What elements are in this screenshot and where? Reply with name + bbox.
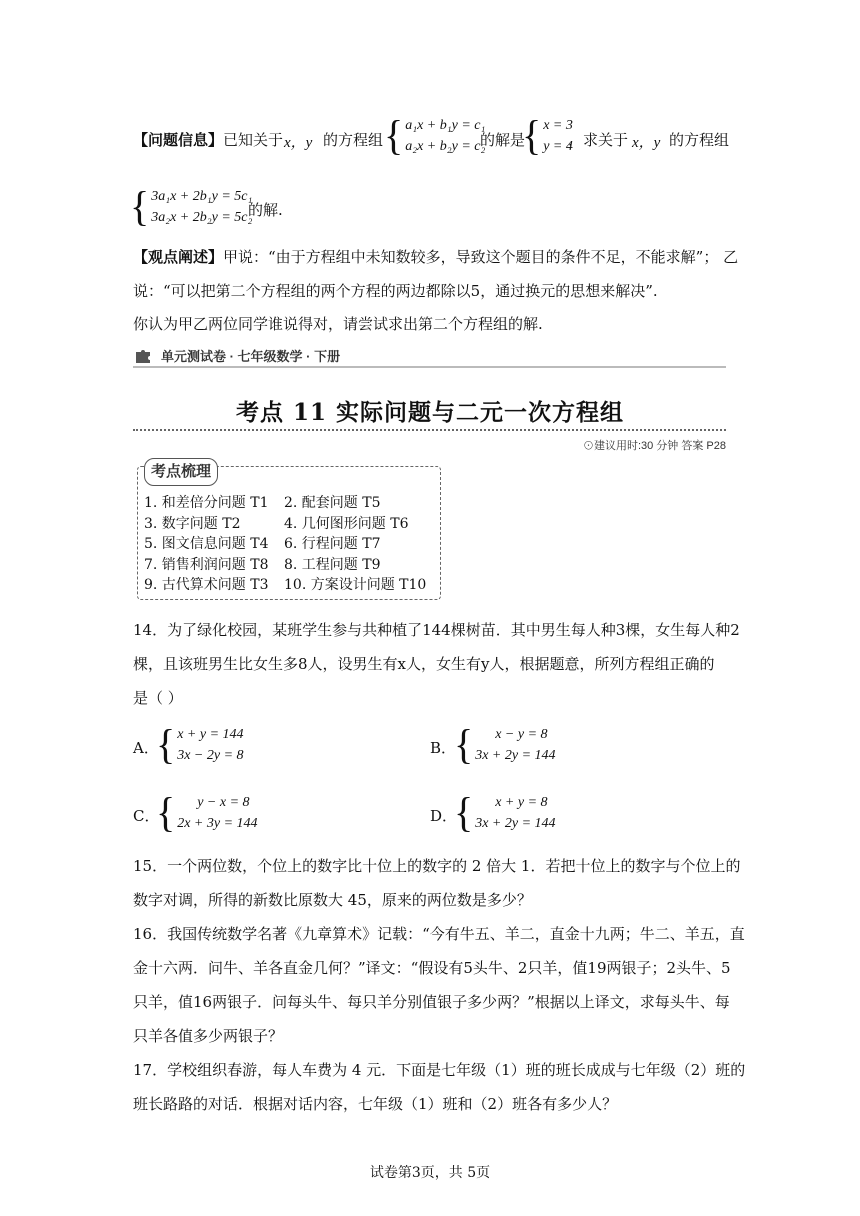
- viewpoint-line3: 你认为甲乙两位同学谁说得对，请尝试求出第二个方程组的解.: [133, 315, 543, 333]
- viewpoint-text1: 甲说：“由于方程组中未知数较多，导致这个题目的条件不足，不能求解”； 乙: [223, 248, 739, 266]
- q16-line1: 16．我国传统数学名著《九章算术》记载：“今有牛五、羊二，直金十九两；牛二、羊五，直: [133, 925, 745, 943]
- system1-eq1: a₁x + b₁y = c₁: [405, 118, 486, 133]
- list-item: 9. 古代算术问题 T3 10. 方案设计问题 T10: [144, 577, 427, 593]
- option-a-label[interactable]: A．: [133, 739, 159, 757]
- solution-x: x = 3: [543, 118, 573, 133]
- vars2: x，y: [632, 135, 661, 151]
- q15-line2: 数字对调，所得的新数比原数大 45，原来的两位数是多少？: [133, 891, 532, 909]
- option-d-eq1: x + y = 8: [495, 795, 548, 810]
- system2-eq2: 3a₂x + 2b₂y = 5c₂: [151, 210, 253, 225]
- option-b-eq2: 3x + 2y = 144: [475, 748, 556, 763]
- option-c-label[interactable]: C．: [133, 807, 160, 825]
- option-c-eq2: 2x + 3y = 144: [177, 816, 258, 831]
- problem-info-label: 【问题信息】: [133, 131, 224, 149]
- option-c-eq1: y − x = 8: [197, 795, 250, 810]
- brace-icon: {: [522, 111, 542, 160]
- title-dotted-divider: [133, 429, 726, 431]
- option-a-system[interactable]: [156, 720, 244, 769]
- option-d-label[interactable]: D．: [430, 807, 458, 825]
- q16-line2: 金十六两．问牛、羊各直金几何？”译文：“假设有5头牛、2只羊，值19两银子；2头牛、5: [133, 959, 731, 977]
- list-item: 5. 图文信息问题 T4 6. 行程问题 T7: [144, 536, 381, 552]
- knowledge-points-box: [137, 462, 441, 600]
- banner-divider: [133, 366, 726, 368]
- problem-info-text-c: 的解是: [480, 131, 526, 149]
- viewpoint-line1: [133, 247, 738, 267]
- q14-line2: 棵，且该班男生比女生多8人，设男生有x人，女生有y人，根据题意，所列方程组正确的: [133, 655, 715, 673]
- q17-line2: 班长路路的对话．根据对话内容，七年级（1）班和（2）班各有多少人？: [133, 1095, 618, 1113]
- problem-info-text-d: ，求关于: [568, 131, 629, 149]
- list-item: 1. 和差倍分问题 T1 2. 配套问题 T5: [144, 495, 381, 511]
- system1: [384, 111, 486, 160]
- system1-eq2: a₂x + b₂y = c₂: [405, 139, 486, 154]
- problem-info-text-e: 的方程组: [669, 131, 730, 149]
- option-b-eq1: x − y = 8: [495, 727, 548, 742]
- viewpoint-label: 【观点阐述】: [133, 248, 224, 266]
- problem-info-text-a: 已知关于: [223, 131, 284, 149]
- knowledge-points-header: 考点梳理: [144, 458, 218, 486]
- puzzle-icon: [135, 348, 153, 364]
- system2-eq1: 3a₁x + 2b₁y = 5c₁: [151, 189, 253, 204]
- option-c-system[interactable]: [156, 788, 258, 837]
- brace-icon: {: [384, 111, 404, 160]
- system2: [130, 182, 253, 231]
- banner-label: 单元测试卷 · 七年级数学 · 下册: [161, 349, 341, 364]
- list-item: 3. 数字问题 T2 4. 几何图形问题 T6: [144, 515, 409, 532]
- brace-icon: {: [156, 720, 176, 769]
- viewpoint-line2: 说：“可以把第二个方程组的两个方程的两边都除以5，通过换元的思想来解决”.: [133, 282, 658, 300]
- option-d-system[interactable]: [454, 788, 556, 837]
- q17-line1: 17．学校组织春游，每人车费为 4 元．下面是七年级（1）班的班长成成与七年级（2）班的: [133, 1061, 746, 1079]
- list-item: 7. 销售利润问题 T8 8. 工程问题 T9: [144, 556, 381, 573]
- option-d-eq2: 3x + 2y = 144: [475, 816, 556, 831]
- brace-icon: {: [454, 788, 474, 837]
- option-b-system[interactable]: [454, 720, 556, 769]
- q14-line1: 14．为了绿化校园，某班学生参与共种植了144棵树苗．其中男生每人种3棵，女生每人种2: [133, 621, 740, 639]
- q15-line1: 15．一个两位数，个位上的数字比十位上的数字的 2 倍大 1．若把十位上的数字与个位上的: [133, 857, 741, 875]
- q14-line3: 是（ ）: [133, 689, 183, 707]
- problem-info-text-b: 的方程组: [323, 131, 384, 149]
- book-banner: [133, 346, 726, 368]
- solution-system: [522, 111, 573, 160]
- brace-icon: {: [130, 182, 150, 231]
- problem-info-text-f: 的解.: [248, 201, 283, 219]
- brace-icon: {: [454, 720, 474, 769]
- option-a-eq2: 3x − 2y = 8: [177, 748, 244, 763]
- vars1: x，y: [284, 135, 313, 151]
- option-a-eq1: x + y = 144: [177, 727, 244, 742]
- section-title: 考点 11 实际问题与二元一次方程组: [235, 399, 625, 426]
- solution-y: y = 4: [543, 139, 573, 154]
- brace-icon: {: [156, 788, 176, 837]
- page-footer: 试卷第3页，共 5页: [369, 1165, 491, 1181]
- q16-line3: 只羊，值16两银子．问每头牛、每只羊分别值银子多少两？”根据以上译文，求每头牛、每: [133, 993, 730, 1011]
- option-b-label[interactable]: B．: [430, 739, 457, 757]
- problem-info-line: [133, 130, 283, 150]
- section-meta: ⊙建议用时:30 分钟 答案 P28: [582, 440, 726, 452]
- knowledge-points-list: [144, 493, 427, 596]
- q16-line4: 只羊各值多少两银子？: [133, 1027, 284, 1045]
